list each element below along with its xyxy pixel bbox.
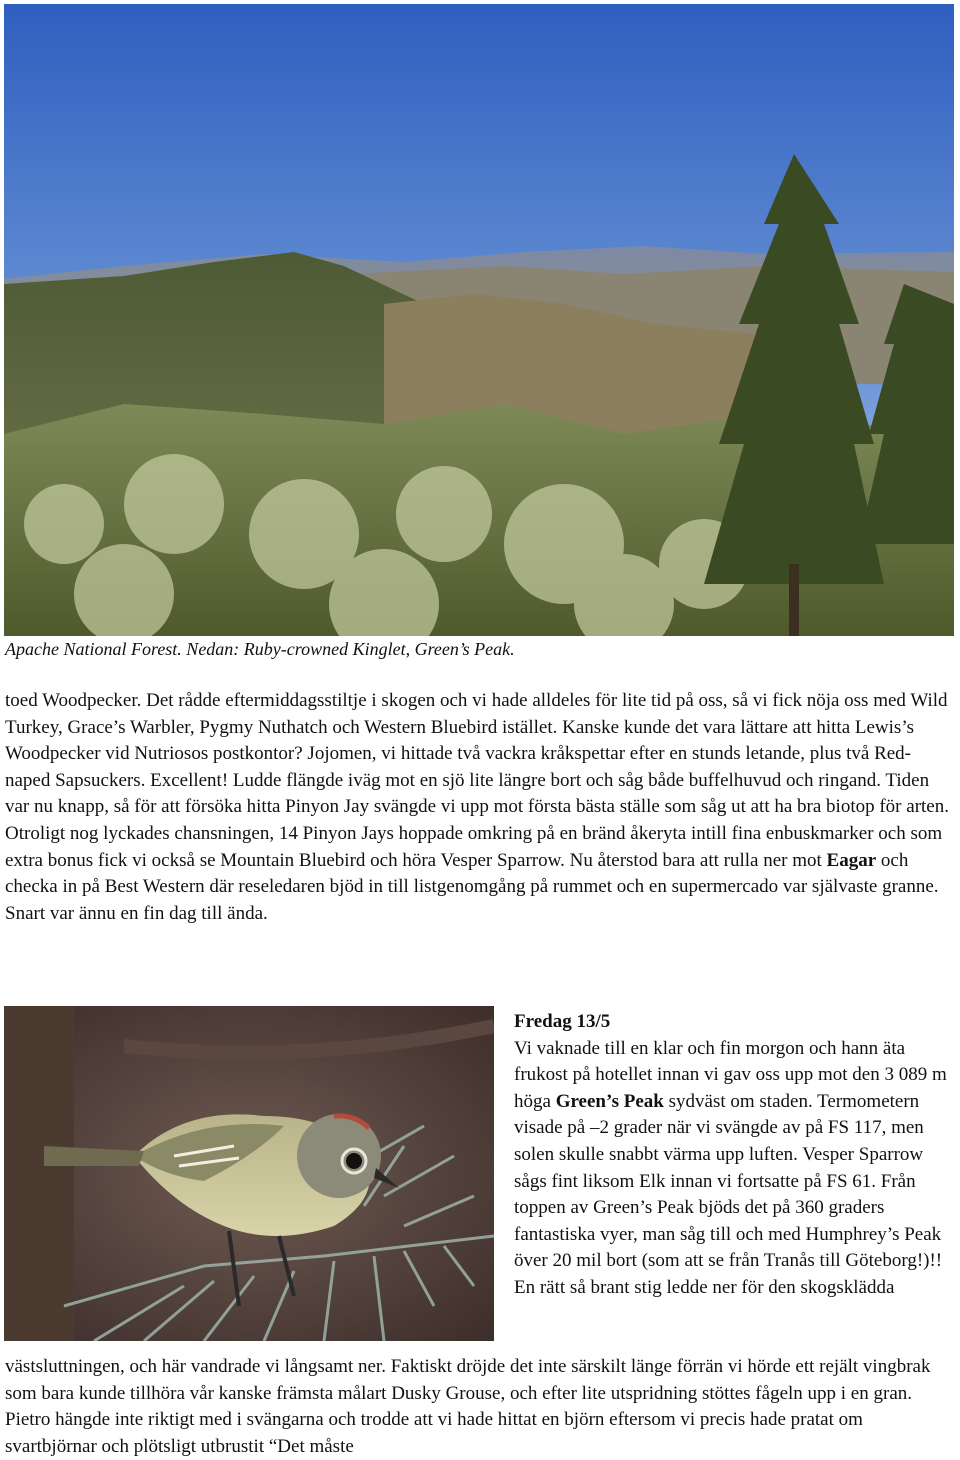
- right-paragraph: [514, 1036, 956, 1302]
- right-column: [514, 1009, 956, 1302]
- paragraph-text: toed Woodpecker. Det rådde eftermiddagsstiltje i skogen och vi hade alldeles för lite tid på oss, så vi fick nöja oss med Wild Turkey, Grace’s Warbler, Pygmy Nuthatch och Western Bluebird istället. Kanske kunde det vara lättare att hitta Lewis’s Woodpecker vid Nutriosos postkontor? Jojomen, vi hittade två vackra kråkspettar efter en stunds letande, plus två Red-naped Sapsuckers. Excellent! Ludde flängde iväg mot en sjö lite längre bort och såg både buffelhuvud och ringand. Tiden var nu knapp, så för att försöka hitta Pinyon Jay svängde vi upp mot första bästa ställe som såg ut att ha bra biotop för arten. Otroligt nog lyckades chansningen, 14 Pinyon Jays hoppade omkring på en bränd åkeryta intill fina enbuskmarker och som extra bonus fick vi också se Mountain Bluebird och höra Vesper Sparrow. Nu återstod bara att rulla ner mot: [5, 690, 949, 871]
- bottom-paragraph: västsluttningen, och här vandrade vi långsamt ner. Faktiskt dröjde det inte särskilt länge förrän vi hörde ett rejält vingbrak som bara kunde tillhöra vår kanske främsta målart Dusky Grouse, och efter lite utspridning stöttes fågeln upp i en gran. Pietro hängde inte riktigt med i svängarna och trodde att vi hade hittat en björn eftersom vi precis hade pratat om svartbjörnar och plötsligt utbrustit “Det måste: [5, 1356, 931, 1457]
- right-text: Vi vaknade till en klar och fin morgon och hann äta frukost på hotellet innan vi gav oss upp mot den 3 089 m höga: [514, 1037, 947, 1112]
- peak-name-bold: Green’s Peak: [555, 1090, 664, 1112]
- day-heading: Fredag 13/5: [514, 1011, 611, 1032]
- photo-caption: Apache National Forest. Nedan: Ruby-crowned Kinglet, Green’s Peak.: [5, 639, 515, 659]
- place-name-bold: Eagar: [826, 849, 877, 871]
- landscape-photo: [4, 4, 954, 636]
- right-text-cont: sydväst om staden. Termometern visade på –2 grader när vi svängde av på FS 117, men solen skulle snabbt värma upp luften. Vesper Sparrow sågs fint liksom Elk innan vi fortsatte på FS 61. Från toppen av Green’s Peak bjöds det på 360 graders fantastiska vyer, man såg till och med Humphrey’s Peak över 20 mil bort (som att se från Tranås till Göteborg!)!! En rätt så brant stig ledde ner för den skogsklädda: [514, 1090, 943, 1298]
- body-paragraph: [5, 688, 955, 927]
- kinglet-photo: [4, 1006, 494, 1341]
- paragraph-text-cont: och checka in på Best Western där reseledaren bjöd in till listgenomgång på rummet och en supermercado var självaste granne. Snart var ännu en fin dag till ända.: [5, 849, 939, 924]
